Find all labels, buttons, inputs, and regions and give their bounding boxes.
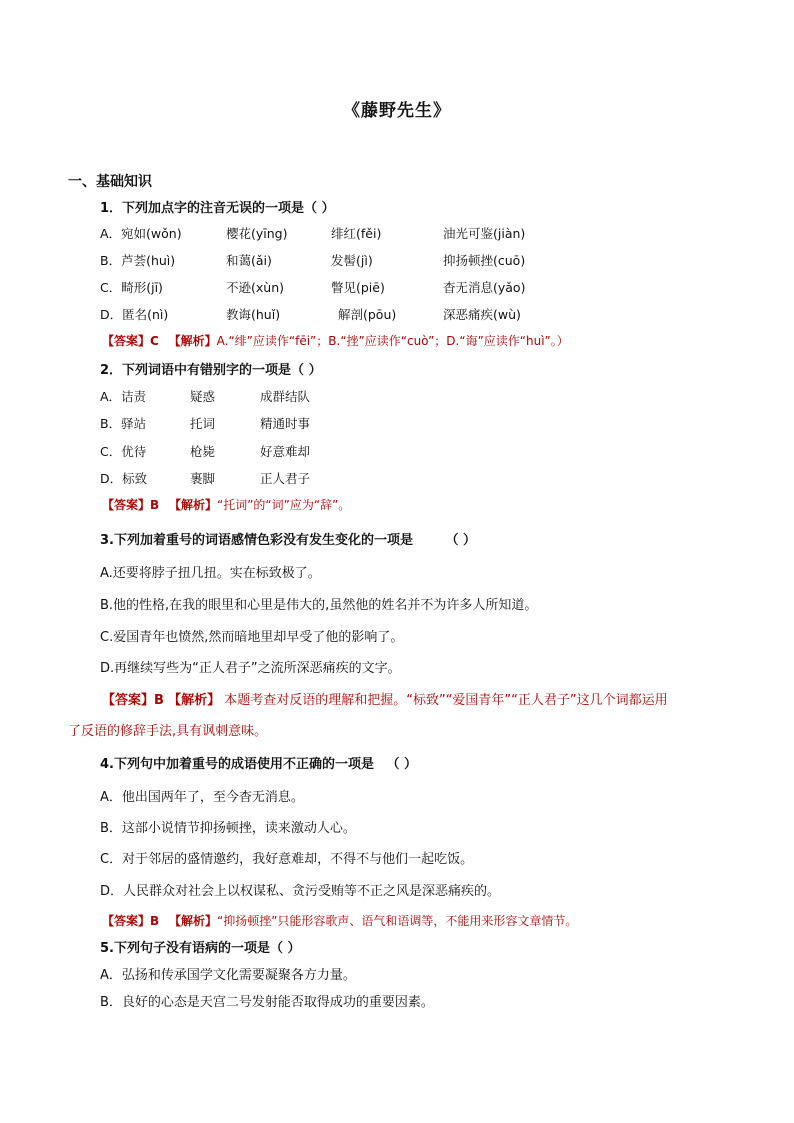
analysis-label: 【解析】 [168,498,217,512]
question-4-text: 4.下列句中加着重号的成语使用不正确的一项是 [100,757,374,772]
analysis-text-line-2: 了反语的修辞手法,具有讽刺意味。 [68,724,268,739]
q1-option-d-4: 深恶痛疾(wù) [443,307,521,322]
q4-option-b: B．这部小说情节抑扬顿挫，读来激动人心。 [100,821,356,836]
q1-option-a-3: 绯红(fěi) [331,226,382,241]
q2-option-c-3: 好意难却 [260,444,311,459]
q1-option-d-2: 教诲(huǐ) [226,307,281,322]
q2-option-b-1: B．驿站 [100,416,147,431]
question-4-answer [102,912,577,929]
answer-paren: （ ） [386,757,418,772]
q2-option-a-2: 疑惑 [190,389,216,404]
analysis-label: 【解析】 [168,693,221,708]
q5-option-b: B．良好的心态是天宫二号发射能否取得成功的重要因素。 [100,995,434,1010]
q3-option-a: A.还要将脖子扭几扭。实在标致极了。 [100,566,321,581]
question-3-answer [102,689,668,708]
q4-option-c: C．对于邻居的盛情邀约，我好意难却，不得不与他们一起吃饭。 [100,852,474,867]
answer-paren: （ ） [445,533,477,548]
analysis-label: 【解析】 [168,914,217,928]
q1-option-a-2: 樱花(yīng) [226,226,288,241]
q1-option-c-1: C．畸形(jī) [100,280,163,295]
q1-option-c-3: 瞥见(piē) [331,280,385,295]
page-title: 《藤野先生》 [343,101,451,121]
q1-option-d-1: D．匿名(nì) [100,307,169,322]
q3-option-c: C.爱国青年也愤然,然而暗地里却早受了他的影响了。 [100,630,404,645]
answer-label: 【答案】B [102,693,164,708]
question-3-text: 3.下列加着重号的词语感情色彩没有发生变化的一项是 [100,533,413,548]
q2-option-a-1: A．诘责 [100,389,147,404]
q2-option-a-3: 成群结队 [260,389,311,404]
q1-option-d-3: 解剖(pōu) [338,307,397,322]
analysis-text-line-1: 本题考查对反语的理解和把握。“标致”“爱国青年”“正人君子”这几个词都运用 [224,693,668,708]
question-1-stem: 1．下列加点字的注音无误的一项是（ ） [100,201,335,216]
answer-label: 【答案】B [102,914,160,928]
q1-option-c-2: 不逊(xùn) [226,280,284,295]
q4-option-a: A．他出国两年了，至今杳无消息。 [100,790,304,805]
analysis-label: 【解析】 [168,334,217,348]
question-5-stem: 5.下列句子没有语病的一项是（ ） [100,941,301,956]
q2-option-d-3: 正人君子 [260,471,311,486]
analysis-text: “托词”的“词”应为“辞”。 [217,498,351,512]
q1-option-a-1: A．宛如(wǒn) [100,226,182,241]
question-3-stem [100,529,476,548]
question-2-stem: 2．下列词语中有错别字的一项是（ ） [100,363,322,378]
q2-option-b-2: 托词 [190,416,216,431]
answer-label: 【答案】C [102,334,159,348]
q2-option-b-3: 精通时事 [260,416,311,431]
q1-option-c-4: 杳无消息(yǎo) [443,280,526,295]
q5-option-a: A．弘扬和传承国学文化需要凝聚各方力量。 [100,968,356,983]
q3-option-d: D.再继续写些为“正人君子”之流所深恶痛疾的文字。 [100,661,401,676]
analysis-text: A.“绯”应读作“fēi”；B.“挫”应读作“cuò”；D.“诲”应读作“huì”。） [216,334,569,348]
q2-option-c-1: C．优待 [100,444,147,459]
q1-option-b-1: B．芦荟(huì) [100,253,176,268]
q1-option-b-2: 和蔼(ǎi) [226,253,272,268]
analysis-text: “抑扬顿挫”只能形容歌声、语气和语调等，不能用来形容文章情节。 [217,914,578,928]
question-1-answer [102,332,569,349]
section-heading: 一、基础知识 [68,174,152,190]
q1-option-a-4: 油光可鉴(jiàn) [443,226,526,241]
question-2-answer [102,496,350,513]
answer-label: 【答案】B [102,498,160,512]
q1-option-b-4: 抑扬顿挫(cuō) [443,253,526,268]
q3-option-b: B.他的性格,在我的眼里和心里是伟大的,虽然他的姓名并不为许多人所知道。 [100,598,538,613]
q1-option-b-3: 发髻(jì) [331,253,373,268]
q2-option-c-2: 枪毙 [190,444,216,459]
q4-option-d: D．人民群众对社会上以权谋私、贪污受贿等不正之风是深恶痛疾的。 [100,884,501,899]
q2-option-d-1: D．标致 [100,471,148,486]
question-4-stem [100,753,417,772]
q2-option-d-2: 裹脚 [190,471,216,486]
